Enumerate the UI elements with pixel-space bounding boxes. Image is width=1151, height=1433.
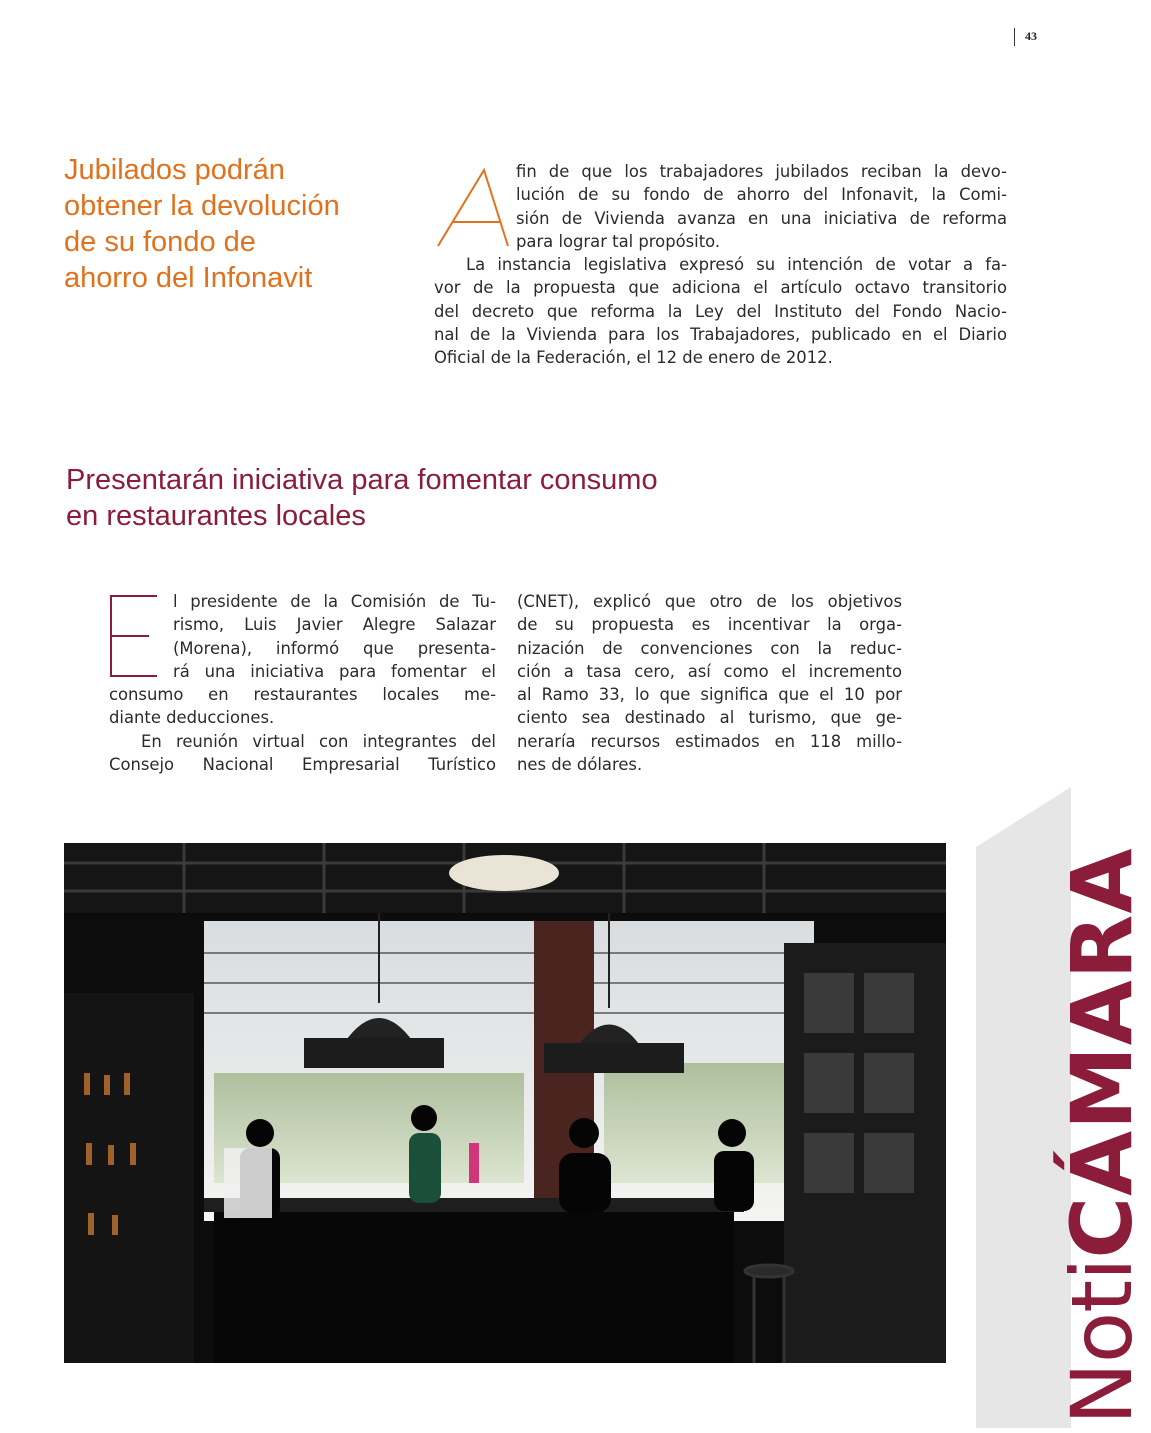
text-line: l presidente de la Comisión de Tu- <box>173 592 496 611</box>
dropcap-e <box>109 594 161 678</box>
article-2-paragraph-1-lead <box>109 590 496 683</box>
text-line: rá una iniciativa para fomentar el <box>173 661 496 681</box>
text-line: al Ramo 33, lo que significa que el 10 por <box>517 685 902 705</box>
restaurant-interior-image <box>64 843 946 1363</box>
text-line: diante deducciones. <box>109 708 275 728</box>
logo-camara: CÁMARA <box>1053 847 1151 1259</box>
text-line: Oficial de la Federación, el 12 de enero de 2012. <box>434 348 833 368</box>
headline-restaurantes <box>66 462 766 534</box>
headline-line: Presentarán iniciativa para fomentar consumo <box>66 464 658 496</box>
text-line: nes de dólares. <box>517 755 643 775</box>
text-line: ción a tasa cero, así como el incremento <box>517 661 902 681</box>
article-infonavit <box>434 160 1007 370</box>
text-line: sión de Vivienda avanza en una iniciativa de reforma <box>516 208 1007 228</box>
text-line: (Morena), informó que presenta- <box>173 638 496 658</box>
text-line: ciento sea destinado al turismo, que ge- <box>517 708 902 728</box>
text-line: nización de convenciones con la reduc- <box>517 638 902 658</box>
text-line: La instancia legislativa expresó su intención de votar a fa- <box>466 255 1007 275</box>
headline-line: ahorro del Infonavit <box>64 262 313 294</box>
article-2-column-left <box>109 590 496 776</box>
text-line: consumo en restaurantes locales me- <box>109 685 496 705</box>
page-number: 43 <box>1014 28 1037 46</box>
text-line: lución de su fondo de ahorro del Infonavit, la Comi- <box>516 185 1007 205</box>
article-1-paragraph-1 <box>434 160 1007 253</box>
headline-line: en restaurantes locales <box>66 500 366 532</box>
text-line: para lograr tal propósito. <box>516 231 721 251</box>
noticamara-logo <box>1053 847 1151 1425</box>
dropcap-a <box>434 164 514 248</box>
text-line: neraría recursos estimados en 118 millo- <box>517 731 902 751</box>
text-line: Consejo Nacional Empresarial Turístico <box>109 755 496 775</box>
headline-jubilados <box>64 152 394 296</box>
headline-line: Jubilados podrán <box>64 154 285 186</box>
article-1-paragraph-2 <box>434 253 1007 369</box>
article-2-paragraph-1 <box>109 683 496 730</box>
text-line: vor de la propuesta que adiciona el artículo octavo transitorio <box>434 278 1007 298</box>
text-line: nal de la Vivienda para los Trabajadores, publicado en el Diario <box>434 325 1007 345</box>
text-line: del decreto que reforma la Ley del Instituto del Fondo Nacio- <box>434 301 1007 321</box>
text-line: (CNET), explicó que otro de los objetivos <box>517 592 902 611</box>
text-line: fin de que los trabajadores jubilados reciban la devo- <box>516 162 1007 181</box>
headline-line: obtener la devolución <box>64 190 340 222</box>
text-line: En reunión virtual con integrantes del <box>141 731 496 751</box>
logo-noti: Noti <box>1053 1258 1151 1425</box>
article-2-column-right <box>517 590 902 776</box>
text-line: rismo, Luis Javier Alegre Salazar <box>173 615 496 635</box>
article-2-paragraph-2 <box>109 730 496 777</box>
headline-line: de su fondo de <box>64 226 256 258</box>
text-line: de su propuesta es incentivar la orga- <box>517 615 902 635</box>
restaurant-photo <box>64 843 946 1363</box>
